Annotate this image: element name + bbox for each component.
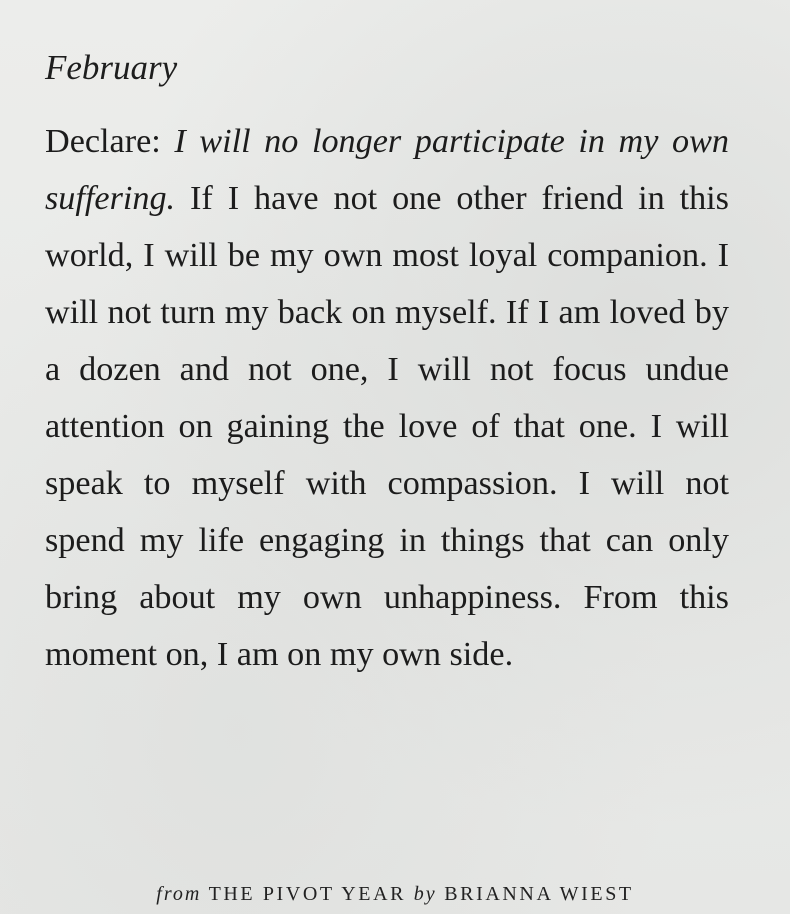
attribution-by: by: [413, 883, 437, 905]
passage-lead: Declare:: [45, 123, 175, 160]
book-attribution: [0, 883, 790, 906]
passage-rest: If I have not one other friend in this world, I will be my own most loyal companion. I will not turn my back on myself. If I am loved by a dozen and not one, I will not focus undue attention on gaining the love of that one. I will speak to myself with compassion. I will not spend my life engaging in things that can only bring about my own unhappiness. From this moment on, I am on my own side.: [45, 180, 729, 673]
author-name: BRIANNA WIEST: [444, 883, 634, 905]
passage: [45, 113, 729, 683]
passage-emphasis: I will no longer participate in my own suffering.: [45, 123, 729, 217]
month-heading: February: [45, 48, 178, 87]
attribution-from: from: [156, 883, 202, 905]
book-title: THE PIVOT YEAR: [208, 883, 407, 905]
